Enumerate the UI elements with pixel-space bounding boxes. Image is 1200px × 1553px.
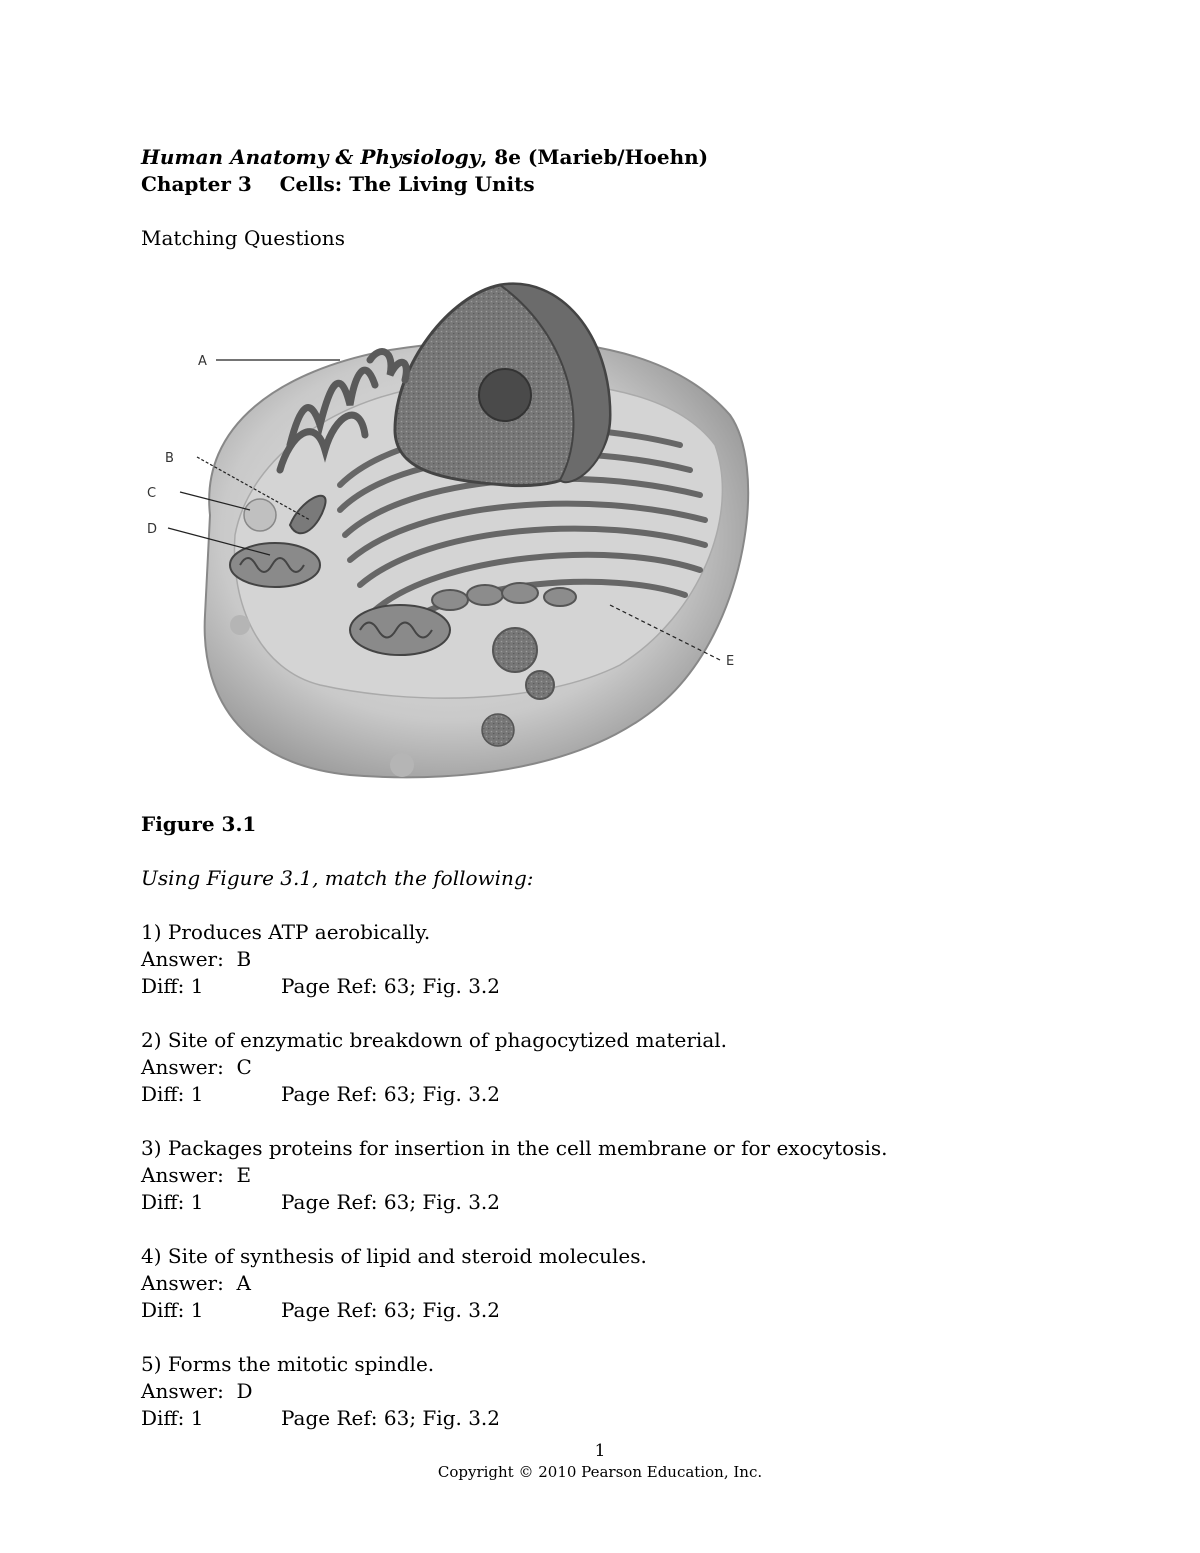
cell-diagram-figure [140,275,760,795]
mitochondrion-lower [350,605,450,655]
question-block [141,1135,887,1216]
question-text: 2) Site of enzymatic breakdown of phagocytized material. [141,1028,728,1052]
question-answer: Answer: E [141,1163,252,1187]
question-page-ref: Page Ref: 63; Fig. 3.2 [281,1298,501,1322]
figure-label-c: C [147,486,157,501]
question-diff: Diff: 1 [141,1190,204,1214]
copyright-notice: Copyright © 2010 Pearson Education, Inc. [437,1463,763,1481]
vesicle [230,615,250,635]
book-title: Human Anatomy & Physiology [141,145,481,169]
figure-caption: Figure 3.1 [141,812,257,836]
question-diff: Diff: 1 [141,974,204,998]
chapter-title: Chapter 3 Cells: The Living Units [141,172,535,196]
question-block [141,1351,501,1432]
question-answer: Answer: D [141,1379,253,1403]
secretory-vesicle [482,714,514,746]
question-text: 5) Forms the mitotic spindle. [141,1352,435,1376]
mitochondrion-d [230,543,320,587]
question-page-ref: Page Ref: 63; Fig. 3.2 [281,1082,501,1106]
book-heading [141,144,708,171]
question-block [141,1243,647,1324]
section-title: Matching Questions [141,226,345,250]
question-answer: Answer: C [141,1055,252,1079]
question-page-ref: Page Ref: 63; Fig. 3.2 [281,974,501,998]
question-block [141,1027,727,1108]
figure-label-e: E [726,654,735,669]
instruction-text: Using Figure 3.1, match the following: [141,866,534,890]
figure-label-d: D [147,522,158,537]
book-edition: , 8e (Marieb/Hoehn) [480,145,709,169]
question-page-ref: Page Ref: 63; Fig. 3.2 [281,1190,501,1214]
question-page-ref: Page Ref: 63; Fig. 3.2 [281,1406,501,1430]
question-diff: Diff: 1 [141,1082,204,1106]
figure-label-a: A [198,354,207,369]
vesicle [390,753,414,777]
question-text: 4) Site of synthesis of lipid and steroid molecules. [141,1244,647,1268]
question-diff: Diff: 1 [141,1298,204,1322]
question-answer: Answer: A [141,1271,251,1295]
question-answer: Answer: B [141,947,252,971]
page-number: 1 [594,1441,606,1461]
question-diff: Diff: 1 [141,1406,204,1430]
question-text: 3) Packages proteins for insertion in the cell membrane or for exocytosis. [141,1136,888,1160]
question-block [141,919,501,1000]
question-text: 1) Produces ATP aerobically. [141,920,431,944]
figure-label-b: B [165,451,174,466]
nucleolus [479,369,531,421]
lysosome [244,499,276,531]
